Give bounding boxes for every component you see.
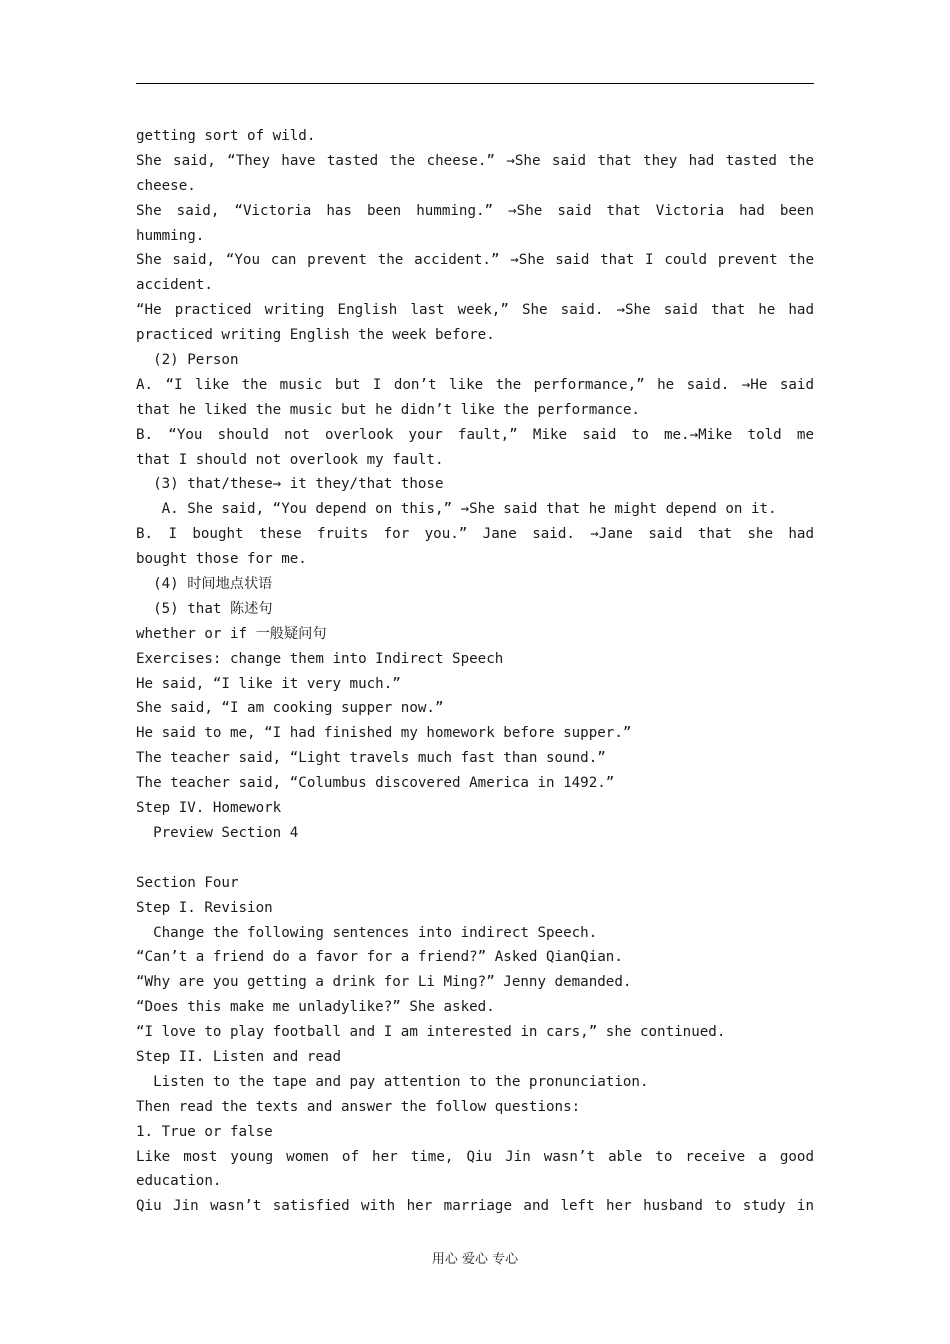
text-line: He said, “I like it very much.” <box>136 675 401 692</box>
text-line: education. <box>136 1173 222 1190</box>
header-rule <box>136 83 814 84</box>
text-line: “Does this make me unladylike?” She asked. <box>136 999 495 1016</box>
text-line: Step II. Listen and read <box>136 1048 341 1065</box>
text-line: Listen to the tape and pay attention to the pronunciation. <box>136 1073 649 1090</box>
text-line: B. I bought these fruits for you.” Jane said. →Jane said that she had <box>136 526 814 543</box>
text-line: practiced writing English the week before. <box>136 327 495 344</box>
page-footer: 用心 爱心 专心 <box>431 1252 519 1267</box>
text-line: bought those for me. <box>136 551 307 568</box>
text-line: (3) that/these→ it they/that those <box>136 476 444 493</box>
text-line: “I love to play football and I am interested in cars,” she continued. <box>136 1024 726 1041</box>
text-line: humming. <box>136 227 205 244</box>
text-line: Step I. Revision <box>136 899 273 916</box>
text-line: Exercises: change them into Indirect Speech <box>136 650 504 667</box>
text-line: getting sort of wild. <box>136 128 316 144</box>
text-line: whether or if 一般疑问句 <box>136 625 327 642</box>
text-line: Qiu Jin wasn’t satisfied with her marriage and left her husband to study in <box>136 1198 814 1215</box>
text-line: (5) that 陈述句 <box>136 600 273 617</box>
text-line: “Why are you getting a drink for Li Ming?” Jenny demanded. <box>136 974 632 991</box>
blank-line <box>136 846 814 871</box>
text-line: He said to me, “I had finished my homework before supper.” <box>136 725 632 742</box>
text-line: A. “I like the music but I don’t like the performance,” he said. →He said <box>136 376 814 393</box>
text-line: Then read the texts and answer the follow questions: <box>136 1098 581 1115</box>
text-line: accident. <box>136 277 213 294</box>
text-line: Section Four <box>136 874 239 891</box>
text-line: Preview Section 4 <box>136 824 299 841</box>
text-line: Step IV. Homework <box>136 800 282 817</box>
text-line: The teacher said, “Columbus discovered America in 1492.” <box>136 775 615 792</box>
text-line: She said, “Victoria has been humming.” →She said that Victoria had been <box>136 202 814 219</box>
text-line: B. “You should not overlook your fault,” Mike said to me.→Mike told me <box>136 426 814 443</box>
text-line: “He practiced writing English last week,” She said. →She said that he had <box>136 302 814 319</box>
text-line: (4) 时间地点状语 <box>136 576 273 593</box>
text-line: She said, “You can prevent the accident.” →She said that I could prevent the <box>136 252 814 269</box>
text-line: cheese. <box>136 177 196 194</box>
text-line: that I should not overlook my fault. <box>136 451 444 468</box>
text-line: Like most young women of her time, Qiu Jin wasn’t able to receive a good <box>136 1148 814 1165</box>
text-line: 1. True or false <box>136 1123 273 1140</box>
text-line: She said, “They have tasted the cheese.” →She said that they had tasted the <box>136 152 814 169</box>
text-line: that he liked the music but he didn’t like the performance. <box>136 401 640 418</box>
text-line: She said, “I am cooking supper now.” <box>136 700 444 717</box>
text-line: The teacher said, “Light travels much fast than sound.” <box>136 750 606 767</box>
text-line: A. She said, “You depend on this,” →She said that he might depend on it. <box>136 501 777 518</box>
body-text <box>136 124 814 1219</box>
text-line: (2) Person <box>136 352 239 369</box>
text-line: “Can’t a friend do a favor for a friend?” Asked QianQian. <box>136 949 623 966</box>
text-line: Change the following sentences into indirect Speech. <box>136 924 598 941</box>
